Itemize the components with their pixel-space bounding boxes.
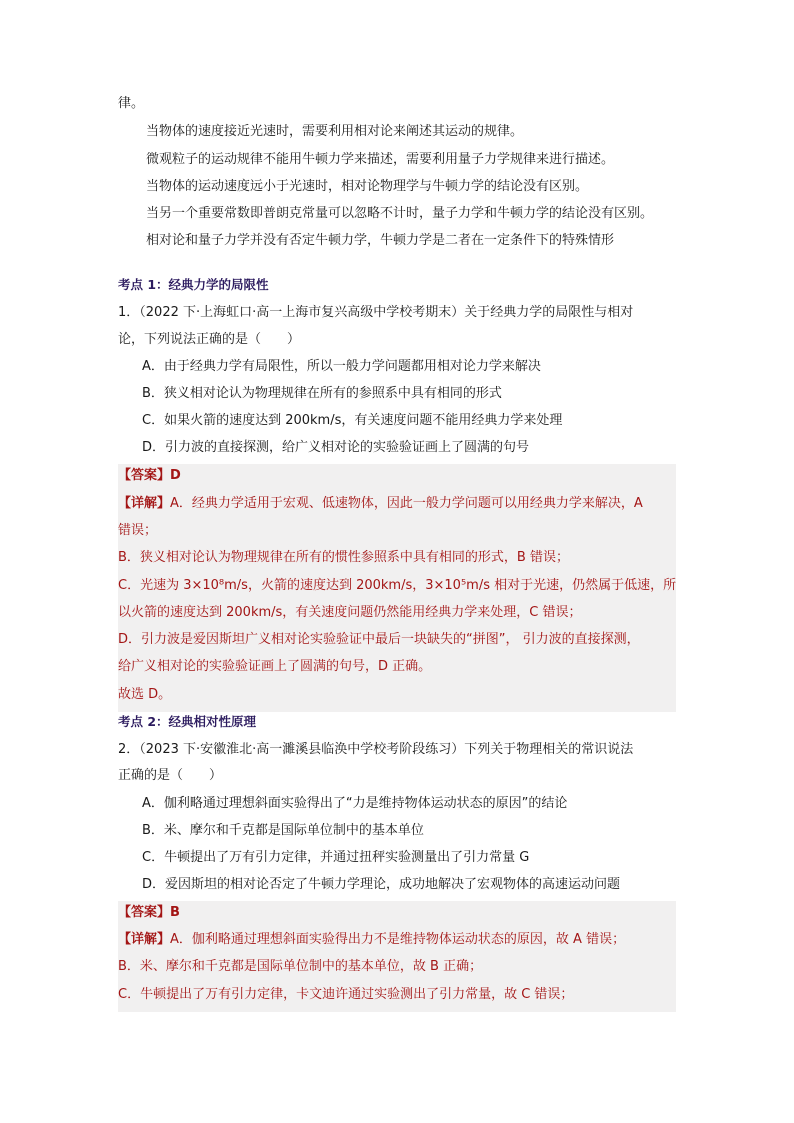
- answer-line: [118, 467, 181, 485]
- section-heading: 考点 2：经典相对性原理: [118, 714, 257, 729]
- intro-point: 相对论和量子力学并没有否定牛顿力学，牛顿力学是二者在一定条件下的特殊情形: [146, 233, 615, 248]
- intro-point: 当物体的速度接近光速时，需要利用相对论来阐述其运动的规律。: [146, 124, 524, 139]
- explanation-text: A．经典力学适用于宏观、低速物体，因此一般力学问题可以用经典力学来解决，A: [170, 496, 643, 511]
- explanation-label: 【详解】: [118, 932, 171, 947]
- question-text: 1．（2022 下·上海虹口·高一上海市复兴高级中学校考期末）关于经典力学的局限性与相对: [118, 305, 634, 320]
- question-option: A．伽利略通过理想斜面实验得出了“力是维持物体运动状态的原因”的结论: [142, 796, 568, 811]
- explanation-label: 【详解】: [118, 496, 171, 511]
- answer-label: 【答案】: [118, 468, 171, 483]
- question-option: D．爱因斯坦的相对论否定了牛顿力学理论，成功地解决了宏观物体的高速运动问题: [142, 877, 621, 892]
- intro-point: 当另一个重要常数即普朗克常量可以忽略不计时，量子力学和牛顿力学的结论没有区别。: [146, 206, 654, 221]
- answer-value: D: [170, 468, 181, 483]
- explanation-text: C．牛顿提出了万有引力定律，卡文迪许通过实验测出了引力常量，故 C 错误；: [118, 987, 574, 1002]
- question-option: C．如果火箭的速度达到 200km/s，有关速度问题不能用经典力学来处理: [142, 413, 563, 428]
- answer-label: 【答案】: [118, 905, 171, 920]
- question-text: 2．（2023 下·安徽淮北·高一濉溪县临涣中学校考阶段练习）下列关于物理相关的常识说法: [118, 742, 634, 757]
- explanation-line: [118, 931, 625, 949]
- answer-value: B: [170, 905, 180, 920]
- explanation-text: 错误；: [118, 523, 158, 538]
- explanation-text: D．引力波是爱因斯坦广义相对论实验验证中最后一块缺失的“拼图”， 引力波的直接探测，: [118, 632, 640, 647]
- question-option: D．引力波的直接探测，给广义相对论的实验验证画上了圆满的句号: [142, 440, 530, 455]
- explanation-text: 给广义相对论的实验验证画上了圆满的句号，D 正确。: [118, 659, 432, 674]
- question-option: C．牛顿提出了万有引力定律，并通过扭秤实验测量出了引力常量 G: [142, 850, 530, 865]
- explanation-text: 故选 D。: [118, 687, 172, 702]
- intro-point: 当物体的运动速度远小于光速时，相对论物理学与牛顿力学的结论没有区别。: [146, 179, 589, 194]
- explanation-text: A．伽利略通过理想斜面实验得出力不是维持物体运动状态的原因，故 A 错误；: [170, 932, 626, 947]
- section-heading: 考点 1：经典力学的局限性: [118, 277, 269, 292]
- answer-line: [118, 904, 180, 922]
- explanation-line: [118, 495, 643, 513]
- question-option: A．由于经典力学有局限性，所以一般力学问题都用相对论力学来解决: [142, 359, 541, 374]
- question-option: B．狭义相对论认为物理规律在所有的参照系中具有相同的形式: [142, 386, 502, 401]
- question-text: 正确的是（ ）: [118, 768, 223, 783]
- intro-point: 微观粒子的运动规律不能用牛顿力学来描述，需要利用量子力学规律来进行描述。: [146, 152, 615, 167]
- explanation-text: C．光速为 3×10⁸m/s，火箭的速度达到 200km/s，3×10⁵m/s 相对于光速，仍然属于低速，所: [118, 578, 677, 593]
- explanation-text: 以火箭的速度达到 200km/s，有关速度问题仍然能用经典力学来处理，C 错误；: [118, 605, 582, 620]
- question-option: B．米、摩尔和千克都是国际单位制中的基本单位: [142, 823, 424, 838]
- explanation-text: B．狭义相对论认为物理规律在所有的惯性参照系中具有相同的形式，B 错误；: [118, 550, 569, 565]
- question-text: 论，下列说法正确的是（ ）: [118, 332, 301, 347]
- explanation-text: B．米、摩尔和千克都是国际单位制中的基本单位，故 B 正确；: [118, 959, 483, 974]
- intro-first-line: 律。: [118, 96, 145, 111]
